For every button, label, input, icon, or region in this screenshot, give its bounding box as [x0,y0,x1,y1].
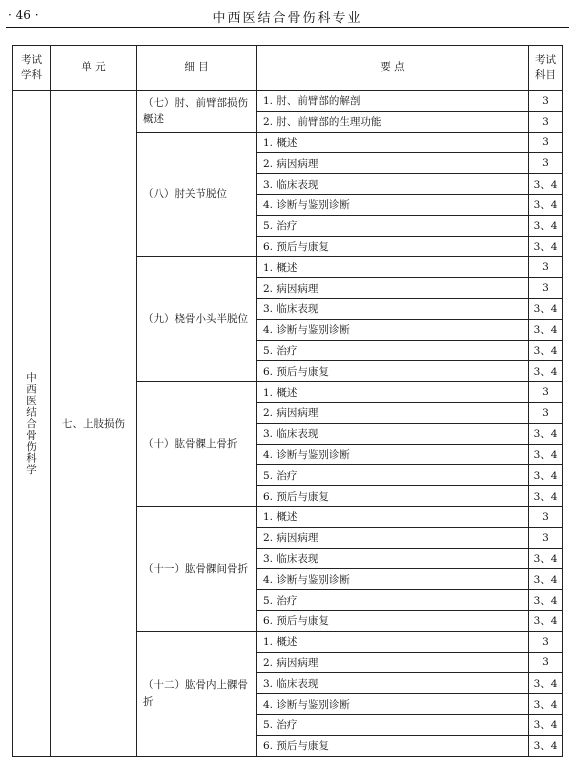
exam-level-cell: 3、4 [529,215,563,236]
exam-level-cell: 3、4 [529,673,563,694]
page-header [0,0,575,30]
exam-level-cell: 3、4 [529,319,563,340]
subunit-cell: （七）肘、前臂部损伤概述 [137,91,257,133]
point-cell: 1. 概述 [257,506,529,527]
exam-level-cell: 3、4 [529,361,563,382]
point-cell: 1. 概述 [257,257,529,278]
point-cell: 4. 诊断与鉴别诊断 [257,194,529,215]
exam-level-cell: 3、4 [529,174,563,195]
col-header-subunit: 细 目 [137,46,257,91]
point-cell: 3. 临床表现 [257,423,529,444]
exam-level-cell: 3、4 [529,423,563,444]
point-cell: 1. 肘、前臂部的解剖 [257,91,529,112]
col-header-exam-level: 考试科目 [529,46,563,91]
point-cell: 1. 概述 [257,382,529,403]
exam-level-cell: 3、4 [529,486,563,507]
point-cell: 6. 预后与康复 [257,610,529,631]
point-cell: 2. 病因病理 [257,527,529,548]
point-cell: 5. 治疗 [257,590,529,611]
point-cell: 4. 诊断与鉴别诊断 [257,444,529,465]
exam-level-cell: 3 [529,91,563,112]
exam-level-cell: 3、4 [529,569,563,590]
point-cell: 4. 诊断与鉴别诊断 [257,319,529,340]
point-cell: 3. 临床表现 [257,298,529,319]
point-cell: 1. 概述 [257,132,529,153]
point-cell: 2. 病因病理 [257,652,529,673]
running-title: 中西医结合骨伤科专业 [212,11,363,26]
point-cell: 6. 预后与康复 [257,735,529,756]
point-cell: 3. 临床表现 [257,548,529,569]
exam-level-cell: 3、4 [529,694,563,715]
point-cell: 2. 病因病理 [257,278,529,299]
point-cell: 5. 治疗 [257,215,529,236]
table-header-row [13,46,563,91]
exam-level-cell: 3 [529,257,563,278]
col-header-unit: 单 元 [51,46,137,91]
exam-level-cell: 3 [529,402,563,423]
exam-level-cell: 3、4 [529,548,563,569]
point-cell: 2. 肘、前臂部的生理功能 [257,111,529,132]
exam-level-cell: 3、4 [529,465,563,486]
exam-level-cell: 3 [529,631,563,652]
syllabus-table [12,45,563,757]
point-cell: 2. 病因病理 [257,402,529,423]
header-rule [6,27,569,28]
exam-level-cell: 3、4 [529,735,563,756]
page-number: · 46 · [8,8,39,22]
point-cell: 6. 预后与康复 [257,486,529,507]
exam-level-cell: 3、4 [529,714,563,735]
table-row [13,91,563,112]
table-body [13,91,563,757]
exam-level-cell: 3、4 [529,444,563,465]
exam-level-cell: 3 [529,506,563,527]
exam-level-cell: 3、4 [529,298,563,319]
exam-level-cell: 3、4 [529,194,563,215]
subject-cell: 中西医结合骨伤科学 [13,91,51,757]
exam-level-cell: 3、4 [529,340,563,361]
exam-level-cell: 3、4 [529,610,563,631]
exam-level-cell: 3、4 [529,590,563,611]
subunit-cell: （十）肱骨髁上骨折 [137,382,257,507]
exam-level-cell: 3 [529,153,563,174]
point-cell: 4. 诊断与鉴别诊断 [257,569,529,590]
point-cell: 6. 预后与康复 [257,361,529,382]
subunit-cell: （十二）肱骨内上髁骨折 [137,631,257,756]
col-header-subject: 考试学科 [13,46,51,91]
unit-cell: 七、上肢损伤 [51,91,137,757]
point-cell: 3. 临床表现 [257,174,529,195]
point-cell: 2. 病因病理 [257,153,529,174]
exam-level-cell: 3 [529,278,563,299]
subunit-cell: （十一）肱骨髁间骨折 [137,506,257,631]
point-cell: 6. 预后与康复 [257,236,529,257]
point-cell: 5. 治疗 [257,340,529,361]
exam-level-cell: 3 [529,382,563,403]
point-cell: 1. 概述 [257,631,529,652]
exam-level-cell: 3 [529,111,563,132]
point-cell: 5. 治疗 [257,714,529,735]
exam-level-cell: 3 [529,132,563,153]
subunit-cell: （九）桡骨小头半脱位 [137,257,257,382]
point-cell: 3. 临床表现 [257,673,529,694]
point-cell: 5. 治疗 [257,465,529,486]
col-header-points: 要 点 [257,46,529,91]
subunit-cell: （八）肘关节脱位 [137,132,257,257]
point-cell: 4. 诊断与鉴别诊断 [257,694,529,715]
exam-level-cell: 3 [529,527,563,548]
exam-level-cell: 3 [529,652,563,673]
exam-level-cell: 3、4 [529,236,563,257]
